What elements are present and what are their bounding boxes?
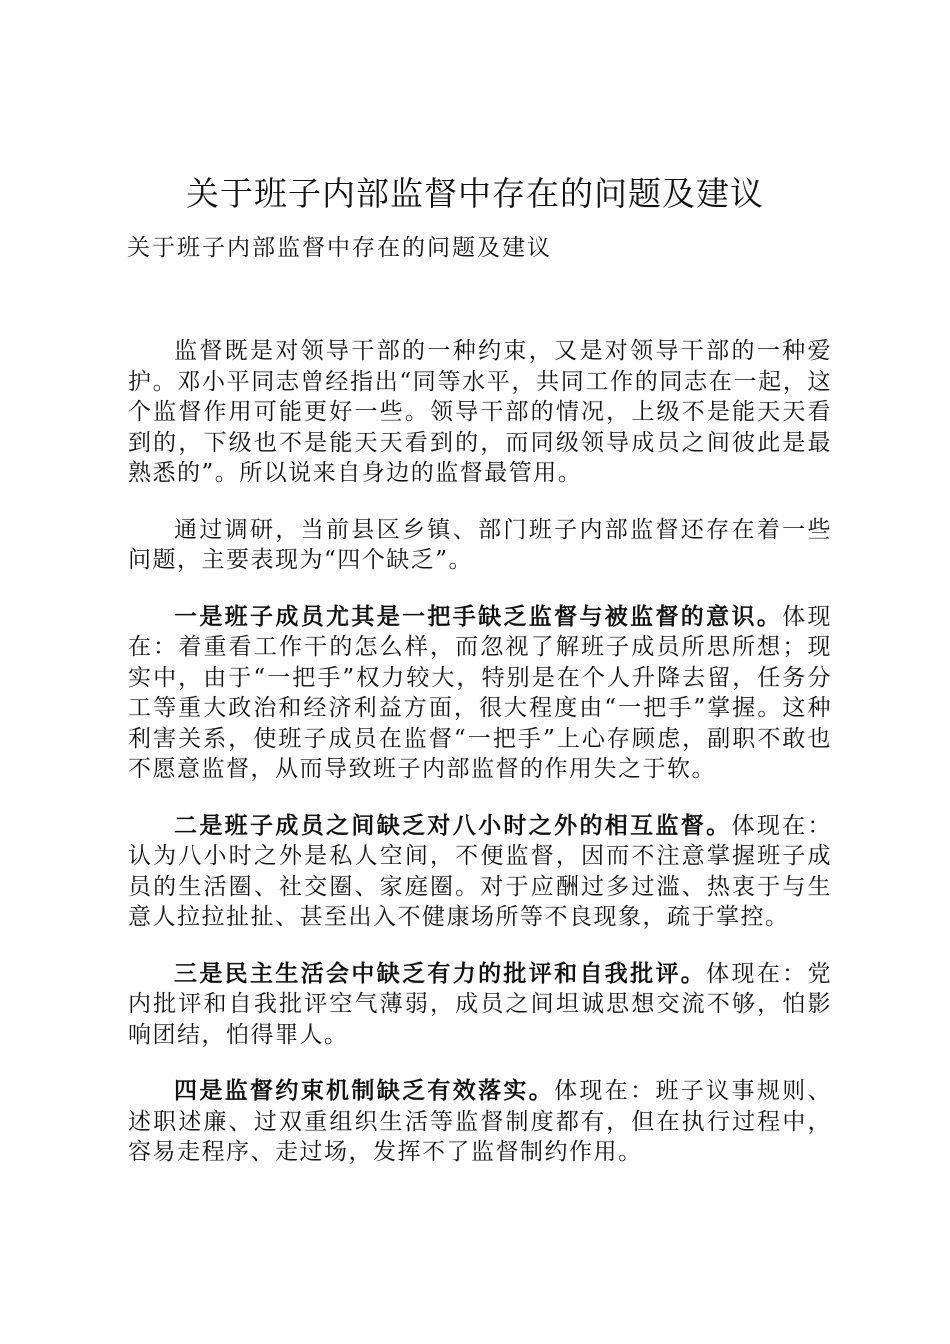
document-body: [128, 336, 832, 1194]
paragraph-intro: [128, 336, 832, 489]
paragraph-point-1: [128, 602, 832, 785]
paragraph-text: 体现在：党内批评和自我批评空气薄弱，成员之间坦诚思想交流不够，怕影响团结，怕得罪人。: [128, 960, 833, 1048]
paragraph-text: 体现在：着重看工作干的怎么样，而忽视了解班子成员所思所想；现实中，由于“一把手”权力较大，特别是在个人升降去留，任务分工等重大政治和经济利益方面，很大程度由“一把手”掌握。这种利害关系，使班子成员在监督“一把手”上心存顾虑，副职不敢也不愿意监督，从而导致班子内部监督的作用失之于软。: [128, 603, 833, 782]
paragraph-point-4: [128, 1076, 832, 1168]
paragraph-lead: 二是班子成员之间缺乏对八小时之外的相互监督。: [174, 811, 732, 839]
paragraph-text: 体现在：班子议事规则、述职述廉、过双重组织生活等监督制度都有，但在执行过程中，容易走程序、走过场，发挥不了监督制约作用。: [128, 1078, 833, 1165]
paragraph-text: 监督既是对领导干部的一种约束，又是对领导干部的一种爱护。邓小平同志曾经指出“同等水平，共同工作的同志在一起，这个监督作用可能更好一些。领导干部的情况，上级不是能天天看到的，下级也不是能天天看到的，而同级领导成员之间彼此是最熟悉的”。所以说来自身边的监督最管用。: [128, 338, 832, 486]
paragraph-lead: 一是班子成员尤其是一把手缺乏监督与被监督的意识。: [174, 602, 783, 630]
paragraph-point-2: [128, 811, 832, 933]
document-subtitle: 关于班子内部监督中存在的问题及建议: [127, 235, 552, 261]
paragraph-lead: 四是监督约束机制缺乏有效落实。: [174, 1077, 555, 1104]
document-title: 关于班子内部监督中存在的问题及建议: [186, 174, 764, 213]
paragraph-text: 通过调研，当前县区乡镇、部门班子内部监督还存在着一些问题，主要表现为“四个缺乏”。: [128, 516, 832, 573]
paragraph-point-3: [128, 959, 832, 1051]
paragraph-lead: 三是民主生活会中缺乏有力的批评和自我批评。: [174, 959, 707, 987]
paragraph-survey: [128, 515, 832, 576]
paragraph-text: 体现在：认为八小时之外是私人空间，不便监督，因而不注意掌握班子成员的生活圈、社交圈、家庭圈。对于应酬过多过滥、热衷于与生意人拉拉扯扯、甚至出入不健康场所等不良现象，疏于掌控。: [128, 812, 833, 930]
